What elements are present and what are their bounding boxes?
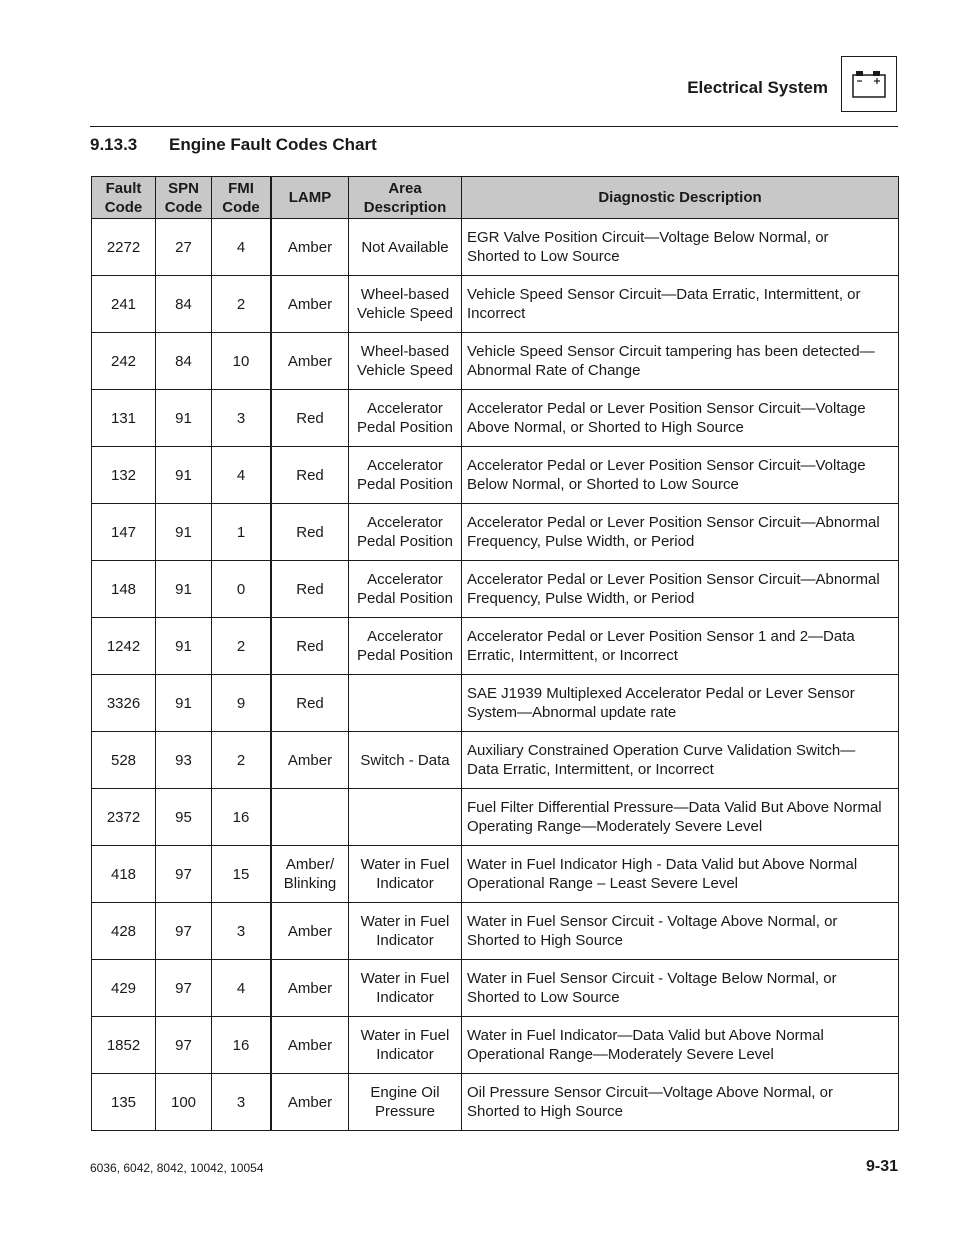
lamp-cell: Red xyxy=(271,675,349,732)
lamp-cell: Amber xyxy=(271,219,349,276)
lamp-cell: Red xyxy=(271,618,349,675)
battery-icon-box xyxy=(841,56,897,112)
spn-code-cell: 84 xyxy=(156,276,212,333)
fault-code-cell: 135 xyxy=(92,1074,156,1131)
lamp-cell: Red xyxy=(271,390,349,447)
area-description-cell: Water in Fuel Indicator xyxy=(349,960,462,1017)
fmi-code-cell: 9 xyxy=(212,675,272,732)
lamp-cell: Amber xyxy=(271,1017,349,1074)
fmi-code-cell: 1 xyxy=(212,504,272,561)
lamp-cell: Amber xyxy=(271,1074,349,1131)
lamp-cell: Red xyxy=(271,504,349,561)
area-description-cell: Water in Fuel Indicator xyxy=(349,903,462,960)
lamp-cell: Red xyxy=(271,447,349,504)
fmi-code-cell: 3 xyxy=(212,903,272,960)
fault-code-cell: 131 xyxy=(92,390,156,447)
lamp-cell: Amber xyxy=(271,333,349,390)
fault-code-cell: 2272 xyxy=(92,219,156,276)
table-row xyxy=(92,618,899,675)
table-row xyxy=(92,333,899,390)
diagnostic-description-cell: Accelerator Pedal or Lever Position Sensor Circuit—Voltage Below Normal, or Shorted to Low Source xyxy=(462,447,899,504)
fault-code-cell: 1852 xyxy=(92,1017,156,1074)
fault-code-cell: 242 xyxy=(92,333,156,390)
table-header-row xyxy=(92,177,899,219)
fault-code-cell: 429 xyxy=(92,960,156,1017)
footer-models: 6036, 6042, 8042, 10042, 10054 xyxy=(90,1161,264,1175)
diagnostic-description-cell: Vehicle Speed Sensor Circuit—Data Erratic, Intermittent, or Incorrect xyxy=(462,276,899,333)
fault-code-cell: 148 xyxy=(92,561,156,618)
spn-code-cell: 91 xyxy=(156,561,212,618)
spn-code-cell: 91 xyxy=(156,675,212,732)
table-row xyxy=(92,1017,899,1074)
diagnostic-description-cell: Accelerator Pedal or Lever Position Sensor Circuit—Abnormal Frequency, Pulse Width, or Period xyxy=(462,504,899,561)
lamp-cell: Amber/ Blinking xyxy=(271,846,349,903)
fmi-code-cell: 16 xyxy=(212,789,272,846)
column-header-fault-code: Fault Code xyxy=(92,177,156,219)
column-header-lamp: LAMP xyxy=(271,177,349,219)
lamp-cell: Red xyxy=(271,561,349,618)
column-header-fmi-code: FMI Code xyxy=(212,177,272,219)
spn-code-cell: 97 xyxy=(156,846,212,903)
fmi-code-cell: 10 xyxy=(212,333,272,390)
fault-code-cell: 528 xyxy=(92,732,156,789)
table-row xyxy=(92,561,899,618)
table-row xyxy=(92,1074,899,1131)
fmi-code-cell: 4 xyxy=(212,447,272,504)
spn-code-cell: 91 xyxy=(156,504,212,561)
area-description-cell: Engine Oil Pressure xyxy=(349,1074,462,1131)
fault-code-cell: 132 xyxy=(92,447,156,504)
table-row xyxy=(92,675,899,732)
fmi-code-cell: 4 xyxy=(212,219,272,276)
area-description-cell: Water in Fuel Indicator xyxy=(349,1017,462,1074)
spn-code-cell: 95 xyxy=(156,789,212,846)
lamp-cell: Amber xyxy=(271,960,349,1017)
fmi-code-cell: 16 xyxy=(212,1017,272,1074)
spn-code-cell: 84 xyxy=(156,333,212,390)
area-description-cell xyxy=(349,789,462,846)
section-title: Engine Fault Codes Chart xyxy=(169,135,377,154)
area-description-cell: Accelerator Pedal Position xyxy=(349,618,462,675)
diagnostic-description-cell: SAE J1939 Multiplexed Accelerator Pedal or Lever Sensor System—Abnormal update rate xyxy=(462,675,899,732)
spn-code-cell: 97 xyxy=(156,1017,212,1074)
fault-code-cell: 2372 xyxy=(92,789,156,846)
area-description-cell: Accelerator Pedal Position xyxy=(349,447,462,504)
fault-code-cell: 147 xyxy=(92,504,156,561)
table-row xyxy=(92,390,899,447)
fmi-code-cell: 2 xyxy=(212,276,272,333)
page-header-title: Electrical System xyxy=(687,78,828,97)
fmi-code-cell: 4 xyxy=(212,960,272,1017)
spn-code-cell: 91 xyxy=(156,390,212,447)
table-row xyxy=(92,789,899,846)
table-row xyxy=(92,960,899,1017)
section-heading xyxy=(90,135,377,155)
fmi-code-cell: 3 xyxy=(212,390,272,447)
fmi-code-cell: 2 xyxy=(212,618,272,675)
fault-codes-table xyxy=(91,176,899,1131)
lamp-cell: Amber xyxy=(271,276,349,333)
fault-code-cell: 418 xyxy=(92,846,156,903)
diagnostic-description-cell: EGR Valve Position Circuit—Voltage Below Normal, or Shorted to Low Source xyxy=(462,219,899,276)
column-header-diagnostic-description: Diagnostic Description xyxy=(462,177,899,219)
fault-code-cell: 1242 xyxy=(92,618,156,675)
spn-code-cell: 93 xyxy=(156,732,212,789)
table-row xyxy=(92,732,899,789)
fault-code-cell: 3326 xyxy=(92,675,156,732)
spn-code-cell: 100 xyxy=(156,1074,212,1131)
lamp-cell: Amber xyxy=(271,732,349,789)
battery-icon xyxy=(851,69,887,99)
table-row xyxy=(92,447,899,504)
area-description-cell: Switch - Data xyxy=(349,732,462,789)
diagnostic-description-cell: Auxiliary Constrained Operation Curve Validation Switch— Data Erratic, Intermittent, or Incorrect xyxy=(462,732,899,789)
diagnostic-description-cell: Water in Fuel Indicator—Data Valid but Above Normal Operational Range—Moderately Severe Level xyxy=(462,1017,899,1074)
diagnostic-description-cell: Accelerator Pedal or Lever Position Sensor Circuit—Voltage Above Normal, or Shorted to High Source xyxy=(462,390,899,447)
area-description-cell: Not Available xyxy=(349,219,462,276)
table-row xyxy=(92,219,899,276)
diagnostic-description-cell: Water in Fuel Sensor Circuit - Voltage Above Normal, or Shorted to High Source xyxy=(462,903,899,960)
header-divider xyxy=(90,126,898,127)
diagnostic-description-cell: Accelerator Pedal or Lever Position Sensor Circuit—Abnormal Frequency, Pulse Width, or Period xyxy=(462,561,899,618)
area-description-cell: Accelerator Pedal Position xyxy=(349,390,462,447)
table-row xyxy=(92,903,899,960)
section-number: 9.13.3 xyxy=(90,135,138,154)
lamp-cell xyxy=(271,789,349,846)
area-description-cell: Wheel-based Vehicle Speed xyxy=(349,333,462,390)
diagnostic-description-cell: Fuel Filter Differential Pressure—Data Valid But Above Normal Operating Range—Moderately Severe Level xyxy=(462,789,899,846)
fmi-code-cell: 2 xyxy=(212,732,272,789)
diagnostic-description-cell: Water in Fuel Indicator High - Data Valid but Above Normal Operational Range – Least Severe Level xyxy=(462,846,899,903)
table-row xyxy=(92,276,899,333)
table-row xyxy=(92,846,899,903)
fmi-code-cell: 15 xyxy=(212,846,272,903)
spn-code-cell: 27 xyxy=(156,219,212,276)
page-number: 9-31 xyxy=(865,1158,898,1175)
fault-code-cell: 241 xyxy=(92,276,156,333)
area-description-cell: Wheel-based Vehicle Speed xyxy=(349,276,462,333)
table-row xyxy=(92,504,899,561)
lamp-cell: Amber xyxy=(271,903,349,960)
spn-code-cell: 91 xyxy=(156,618,212,675)
spn-code-cell: 97 xyxy=(156,903,212,960)
fmi-code-cell: 3 xyxy=(212,1074,272,1131)
area-description-cell: Water in Fuel Indicator xyxy=(349,846,462,903)
area-description-cell: Accelerator Pedal Position xyxy=(349,561,462,618)
fault-code-cell: 428 xyxy=(92,903,156,960)
spn-code-cell: 97 xyxy=(156,960,212,1017)
diagnostic-description-cell: Accelerator Pedal or Lever Position Sensor 1 and 2—Data Erratic, Intermittent, or Incorrect xyxy=(462,618,899,675)
area-description-cell: Accelerator Pedal Position xyxy=(349,504,462,561)
diagnostic-description-cell: Water in Fuel Sensor Circuit - Voltage Below Normal, or Shorted to Low Source xyxy=(462,960,899,1017)
column-header-area-description: Area Description xyxy=(349,177,462,219)
area-description-cell xyxy=(349,675,462,732)
diagnostic-description-cell: Oil Pressure Sensor Circuit—Voltage Above Normal, or Shorted to High Source xyxy=(462,1074,899,1131)
column-header-spn-code: SPN Code xyxy=(156,177,212,219)
diagnostic-description-cell: Vehicle Speed Sensor Circuit tampering has been detected— Abnormal Rate of Change xyxy=(462,333,899,390)
spn-code-cell: 91 xyxy=(156,447,212,504)
fmi-code-cell: 0 xyxy=(212,561,272,618)
